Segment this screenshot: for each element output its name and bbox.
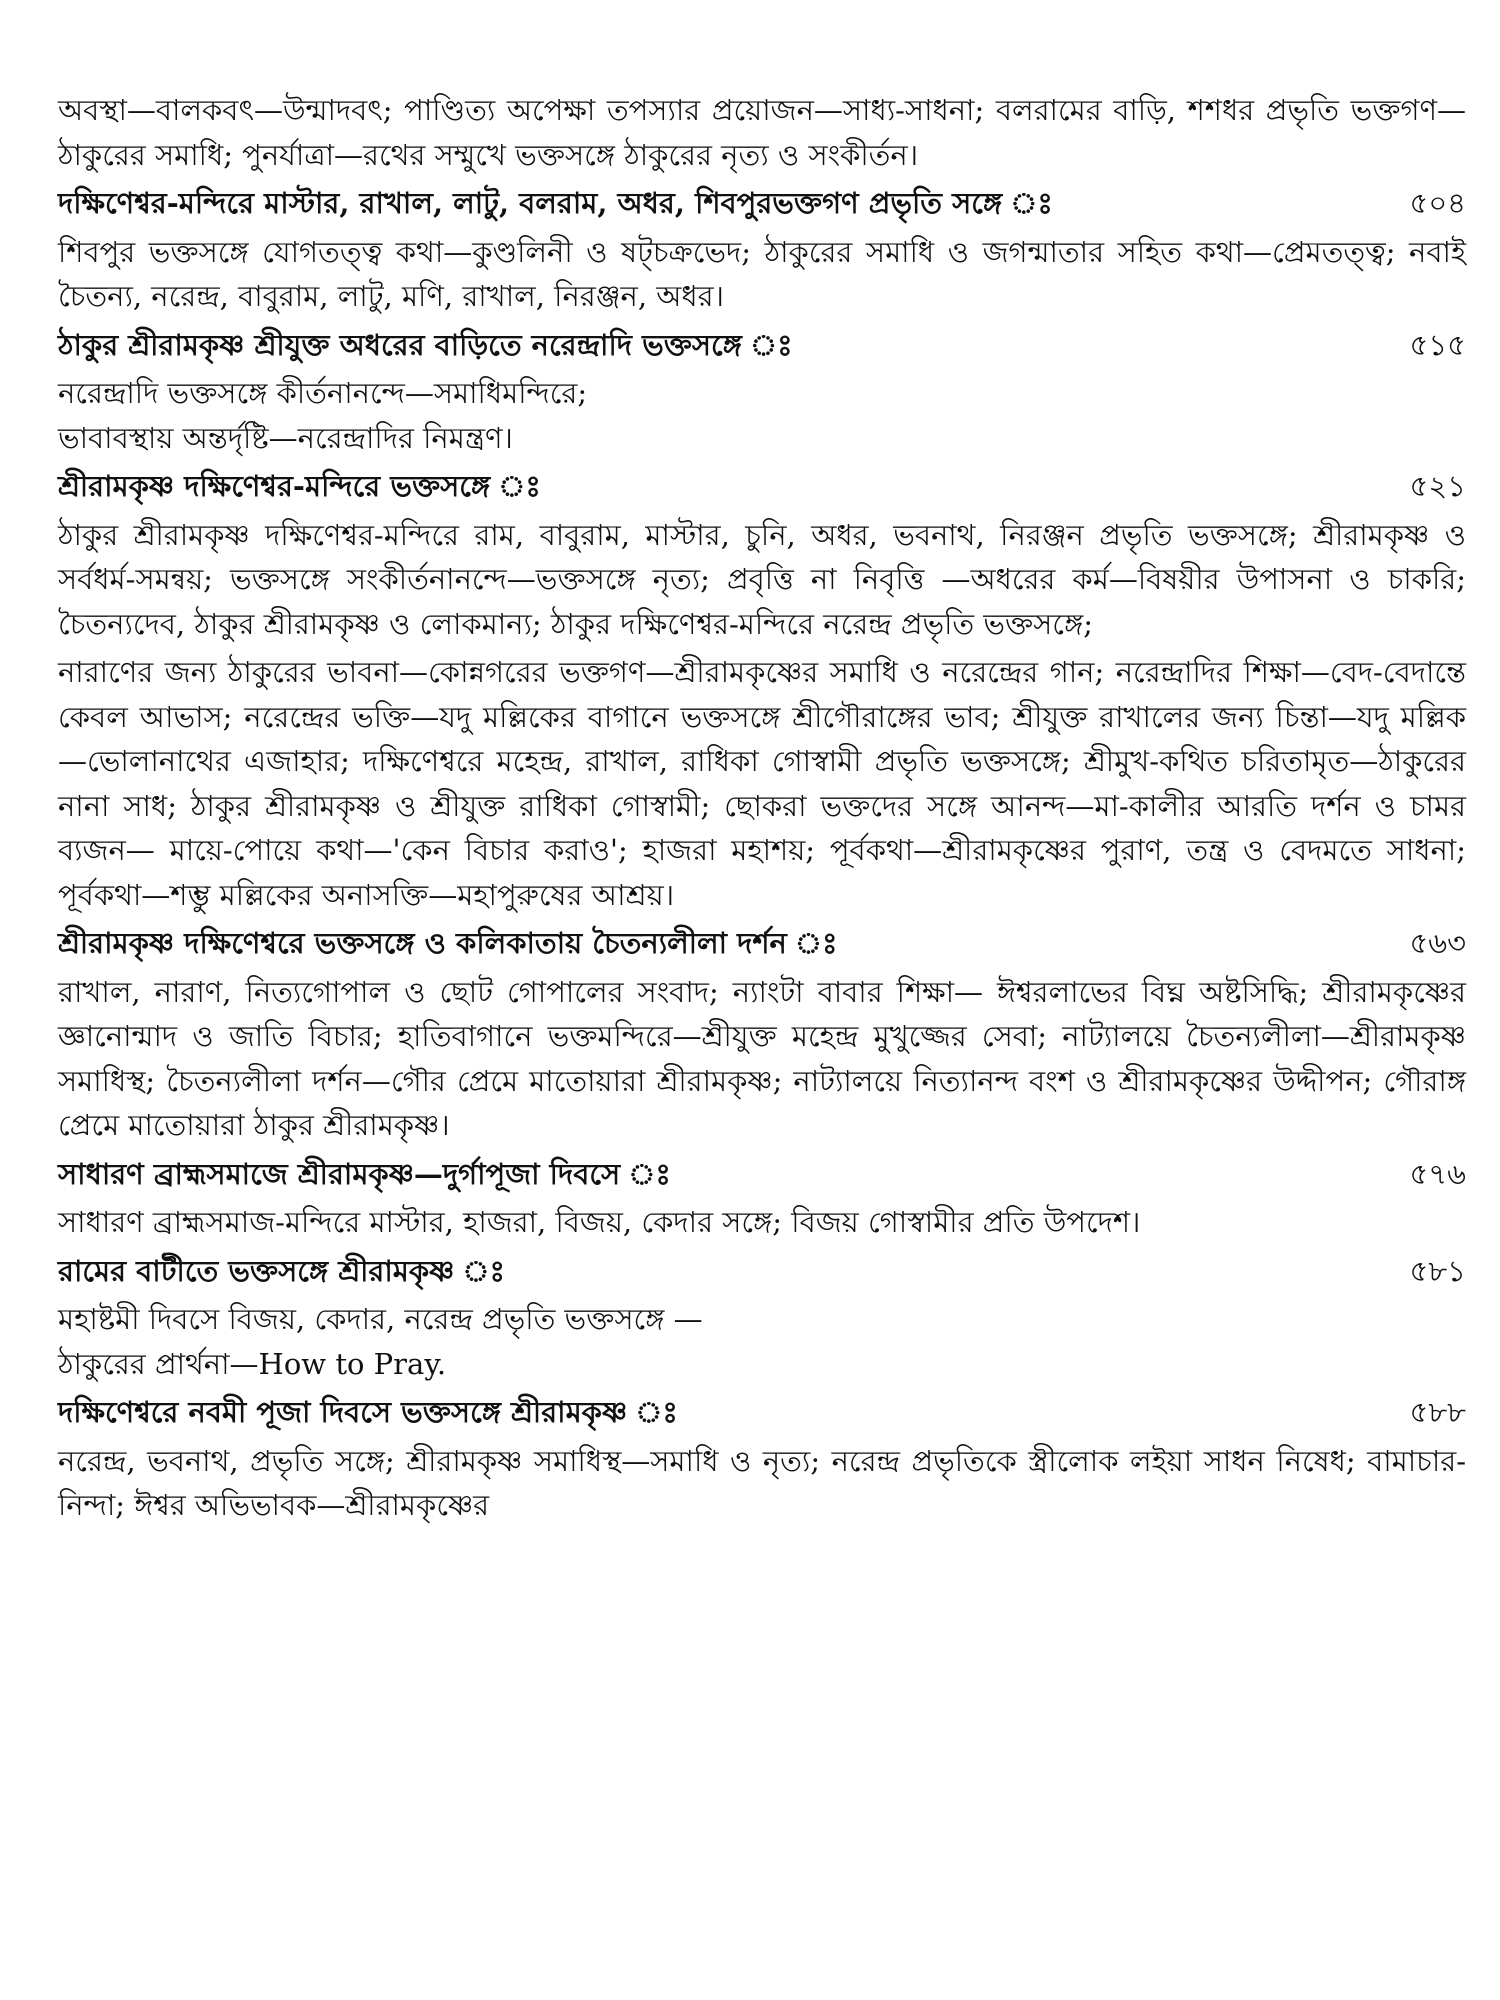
toc-heading-title: দক্ষিণেশ্বর-মন্দিরে মাস্টার, রাখাল, লাটু, বলরাম, অধর, শিবপুরভক্তগণ প্রভৃতি সঙ্গে ঃ — [58, 186, 1053, 220]
toc-heading — [58, 1390, 1466, 1435]
toc-section — [58, 323, 1466, 461]
toc-line: ঠাকুরের প্রার্থনা—How to Pray. — [58, 1346, 447, 1381]
toc-paragraph: অবস্থা—বালকবৎ—উন্মাদবৎ; পাণ্ডিত্য অপেক্ষা তপস্যার প্রয়োজন—সাধ্য-সাধনা; বলরামের বাড়ি, শশধর প্রভৃতি ভক্তগণ—ঠাকুরের সমাধি; পুনর্যাত্রা—রথের সম্মুখে ভক্তসঙ্গে ঠাকুরের নৃত্য ও সংকীর্তন। — [58, 93, 1466, 172]
toc-heading — [58, 921, 1466, 966]
toc-section — [58, 1152, 1466, 1245]
toc-heading-title: শ্রীরামকৃষ্ণ দক্ষিণেশ্বরে ভক্তসঙ্গে ও কলিকাতায় চৈতন্যলীলা দর্শন ঃ — [58, 926, 838, 960]
toc-section — [58, 181, 1466, 319]
toc-paragraph: নরেন্দ্র, ভবনাথ, প্রভৃতি সঙ্গে; শ্রীরামকৃষ্ণ সমাধিস্থ—সমাধি ও নৃত্য; নরেন্দ্র প্রভৃতিকে স্ত্রীলোক লইয়া সাধন নিষেধ; বামাচার-নিন্দা; ঈশ্বর অভিভাবক—শ্রীরামকৃষ্ণের — [58, 1443, 1466, 1522]
toc-heading-title: ঠাকুর শ্রীরামকৃষ্ণ শ্রীযুক্ত অধরের বাড়িতে নরেন্দ্রাদি ভক্তসঙ্গে ঃ — [58, 327, 793, 362]
toc-heading-title: শ্রীরামকৃষ্ণ দক্ষিণেশ্বর-মন্দিরে ভক্তসঙ্গে ঃ — [58, 469, 541, 503]
toc-paragraph: রাখাল, নারাণ, নিত্যগোপাল ও ছোট গোপালের সংবাদ; ন্যাংটা বাবার শিক্ষা— ঈশ্বরলাভের বিঘ্ন অষ্টসিদ্ধি; শ্রীরামকৃষ্ণের জ্ঞানোন্মাদ ও জাতি বিচার; হাতিবাগানে ভক্তমন্দিরে—শ্রীযুক্ত মহেন্দ্র মুখুজ্জের সেবা; নাট্যালয়ে চৈতন্যলীলা—শ্রীরামকৃষ্ণ সমাধিস্থ; চৈতন্যলীলা দর্শন—গৌর প্রেমে মাতোয়ারা শ্রীরামকৃষ্ণ; নাট্যালয়ে নিত্যানন্দ বংশ ও শ্রীরামকৃষ্ণের উদ্দীপন; গৌরাঙ্গ প্রেমে মাতোয়ারা ঠাকুর শ্রীরামকৃষ্ণ। — [58, 974, 1466, 1142]
toc-page — [58, 88, 1466, 1532]
toc-paragraph: সাধারণ ব্রাহ্মসমাজ-মন্দিরে মাস্টার, হাজরা, বিজয়, কেদার সঙ্গে; বিজয় গোস্বামীর প্রতি উপদেশ। — [58, 1205, 1141, 1239]
toc-heading — [58, 1152, 1466, 1197]
toc-page-number: ৫২১ — [1409, 469, 1466, 503]
toc-section — [58, 1249, 1466, 1387]
toc-paragraph: ঠাকুর শ্রীরামকৃষ্ণ দক্ষিণেশ্বর-মন্দিরে রাম, বাবুরাম, মাস্টার, চুনি, অধর, ভবনাথ, নিরঞ্জন প্রভৃতি ভক্তসঙ্গে; শ্রীরামকৃষ্ণ ও সর্বধর্ম-সমন্বয়; ভক্তসঙ্গে সংকীর্তনানন্দে—ভক্তসঙ্গে নৃত্য; প্রবৃত্তি না নিবৃত্তি —অধরের কর্ম—বিষয়ীর উপাসনা ও চাকরি; চৈতন্যদেব, ঠাকুর শ্রীরামকৃষ্ণ ও লোকমান্য; ঠাকুর দক্ষিণেশ্বর-মন্দিরে নরেন্দ্র প্রভৃতি ভক্তসঙ্গে; — [58, 517, 1466, 641]
toc-page-number: ৫১৫ — [1409, 327, 1466, 362]
toc-section — [58, 1390, 1466, 1528]
toc-page-number: ৫৮৮ — [1409, 1395, 1466, 1429]
toc-heading — [58, 1249, 1466, 1294]
toc-heading — [58, 323, 1466, 368]
toc-section — [58, 921, 1466, 1148]
toc-page-number: ৫০৪ — [1409, 186, 1466, 220]
toc-page-number: ৫৮১ — [1409, 1253, 1466, 1288]
toc-page-number: ৫৬৩ — [1409, 926, 1466, 960]
toc-line: নরেন্দ্রাদি ভক্তসঙ্গে কীর্তনানন্দে—সমাধিমন্দিরে; — [58, 376, 588, 410]
toc-page-number: ৫৭৬ — [1409, 1156, 1466, 1191]
toc-line: ভাবাবস্থায় অন্তর্দৃষ্টি—নরেন্দ্রাদির নিমন্ত্রণ। — [58, 420, 513, 455]
toc-paragraph: নারাণের জন্য ঠাকুরের ভাবনা—কোন্নগরের ভক্তগণ—শ্রীরামকৃষ্ণের সমাধি ও নরেন্দ্রের গান; নরেন্দ্রাদির শিক্ষা—বেদ-বেদান্তে কেবল আভাস; নরেন্দ্রের ভক্তি—যদু মল্লিকের বাগানে ভক্তসঙ্গে শ্রীগৌরাঙ্গের ভাব; শ্রীযুক্ত রাখালের জন্য চিন্তা—যদু মল্লিক —ভোলানাথের এজাহার; দক্ষিণেশ্বরে মহেন্দ্র, রাখাল, রাধিকা গোস্বামী প্রভৃতি ভক্তসঙ্গে; শ্রীমুখ-কথিত চরিতামৃত—ঠাকুরের নানা সাধ; ঠাকুর শ্রীরামকৃষ্ণ ও শ্রীযুক্ত রাধিকা গোস্বামী; ছোকরা ভক্তদের সঙ্গে আনন্দ—মা-কালীর আরতি দর্শন ও চামর ব্যজন— মায়ে-পোয়ে কথা—'কেন বিচার করাও'; হাজরা মহাশয়; পূর্বকথা—শ্রীরামকৃষ্ণের পুরাণ, তন্ত্র ও বেদমতে সাধনা; পূর্বকথা—শম্ভু মল্লিকের অনাসক্তি—মহাপুরুষের আশ্রয়। — [58, 655, 1466, 912]
toc-paragraph: শিবপুর ভক্তসঙ্গে যোগতত্ত্ব কথা—কুণ্ডলিনী ও ষট্চক্রভেদ; ঠাকুরের সমাধি ও জগন্মাতার সহিত কথা—প্রেমতত্ত্ব; নবাই চৈতন্য, নরেন্দ্র, বাবুরাম, লাটু, মণি, রাখাল, নিরঞ্জন, অধর। — [58, 234, 1466, 313]
toc-heading-title: দক্ষিণেশ্বরে নবমী পূজা দিবসে ভক্তসঙ্গে শ্রীরামকৃষ্ণ ঃ — [58, 1395, 678, 1429]
toc-heading-title: রামের বাটীতে ভক্তসঙ্গে শ্রীরামকৃষ্ণ ঃ — [58, 1253, 505, 1288]
toc-heading-title: সাধারণ ব্রাহ্মসমাজে শ্রীরামকৃষ্ণ—দুর্গাপূজা দিবসে ঃ — [58, 1156, 671, 1191]
toc-section — [58, 464, 1466, 917]
toc-section-continuation — [58, 88, 1466, 177]
toc-line: মহাষ্টমী দিবসে বিজয়, কেদার, নরেন্দ্র প্রভৃতি ভক্তসঙ্গে — — [58, 1302, 703, 1336]
toc-heading — [58, 464, 1466, 509]
toc-heading — [58, 181, 1466, 226]
